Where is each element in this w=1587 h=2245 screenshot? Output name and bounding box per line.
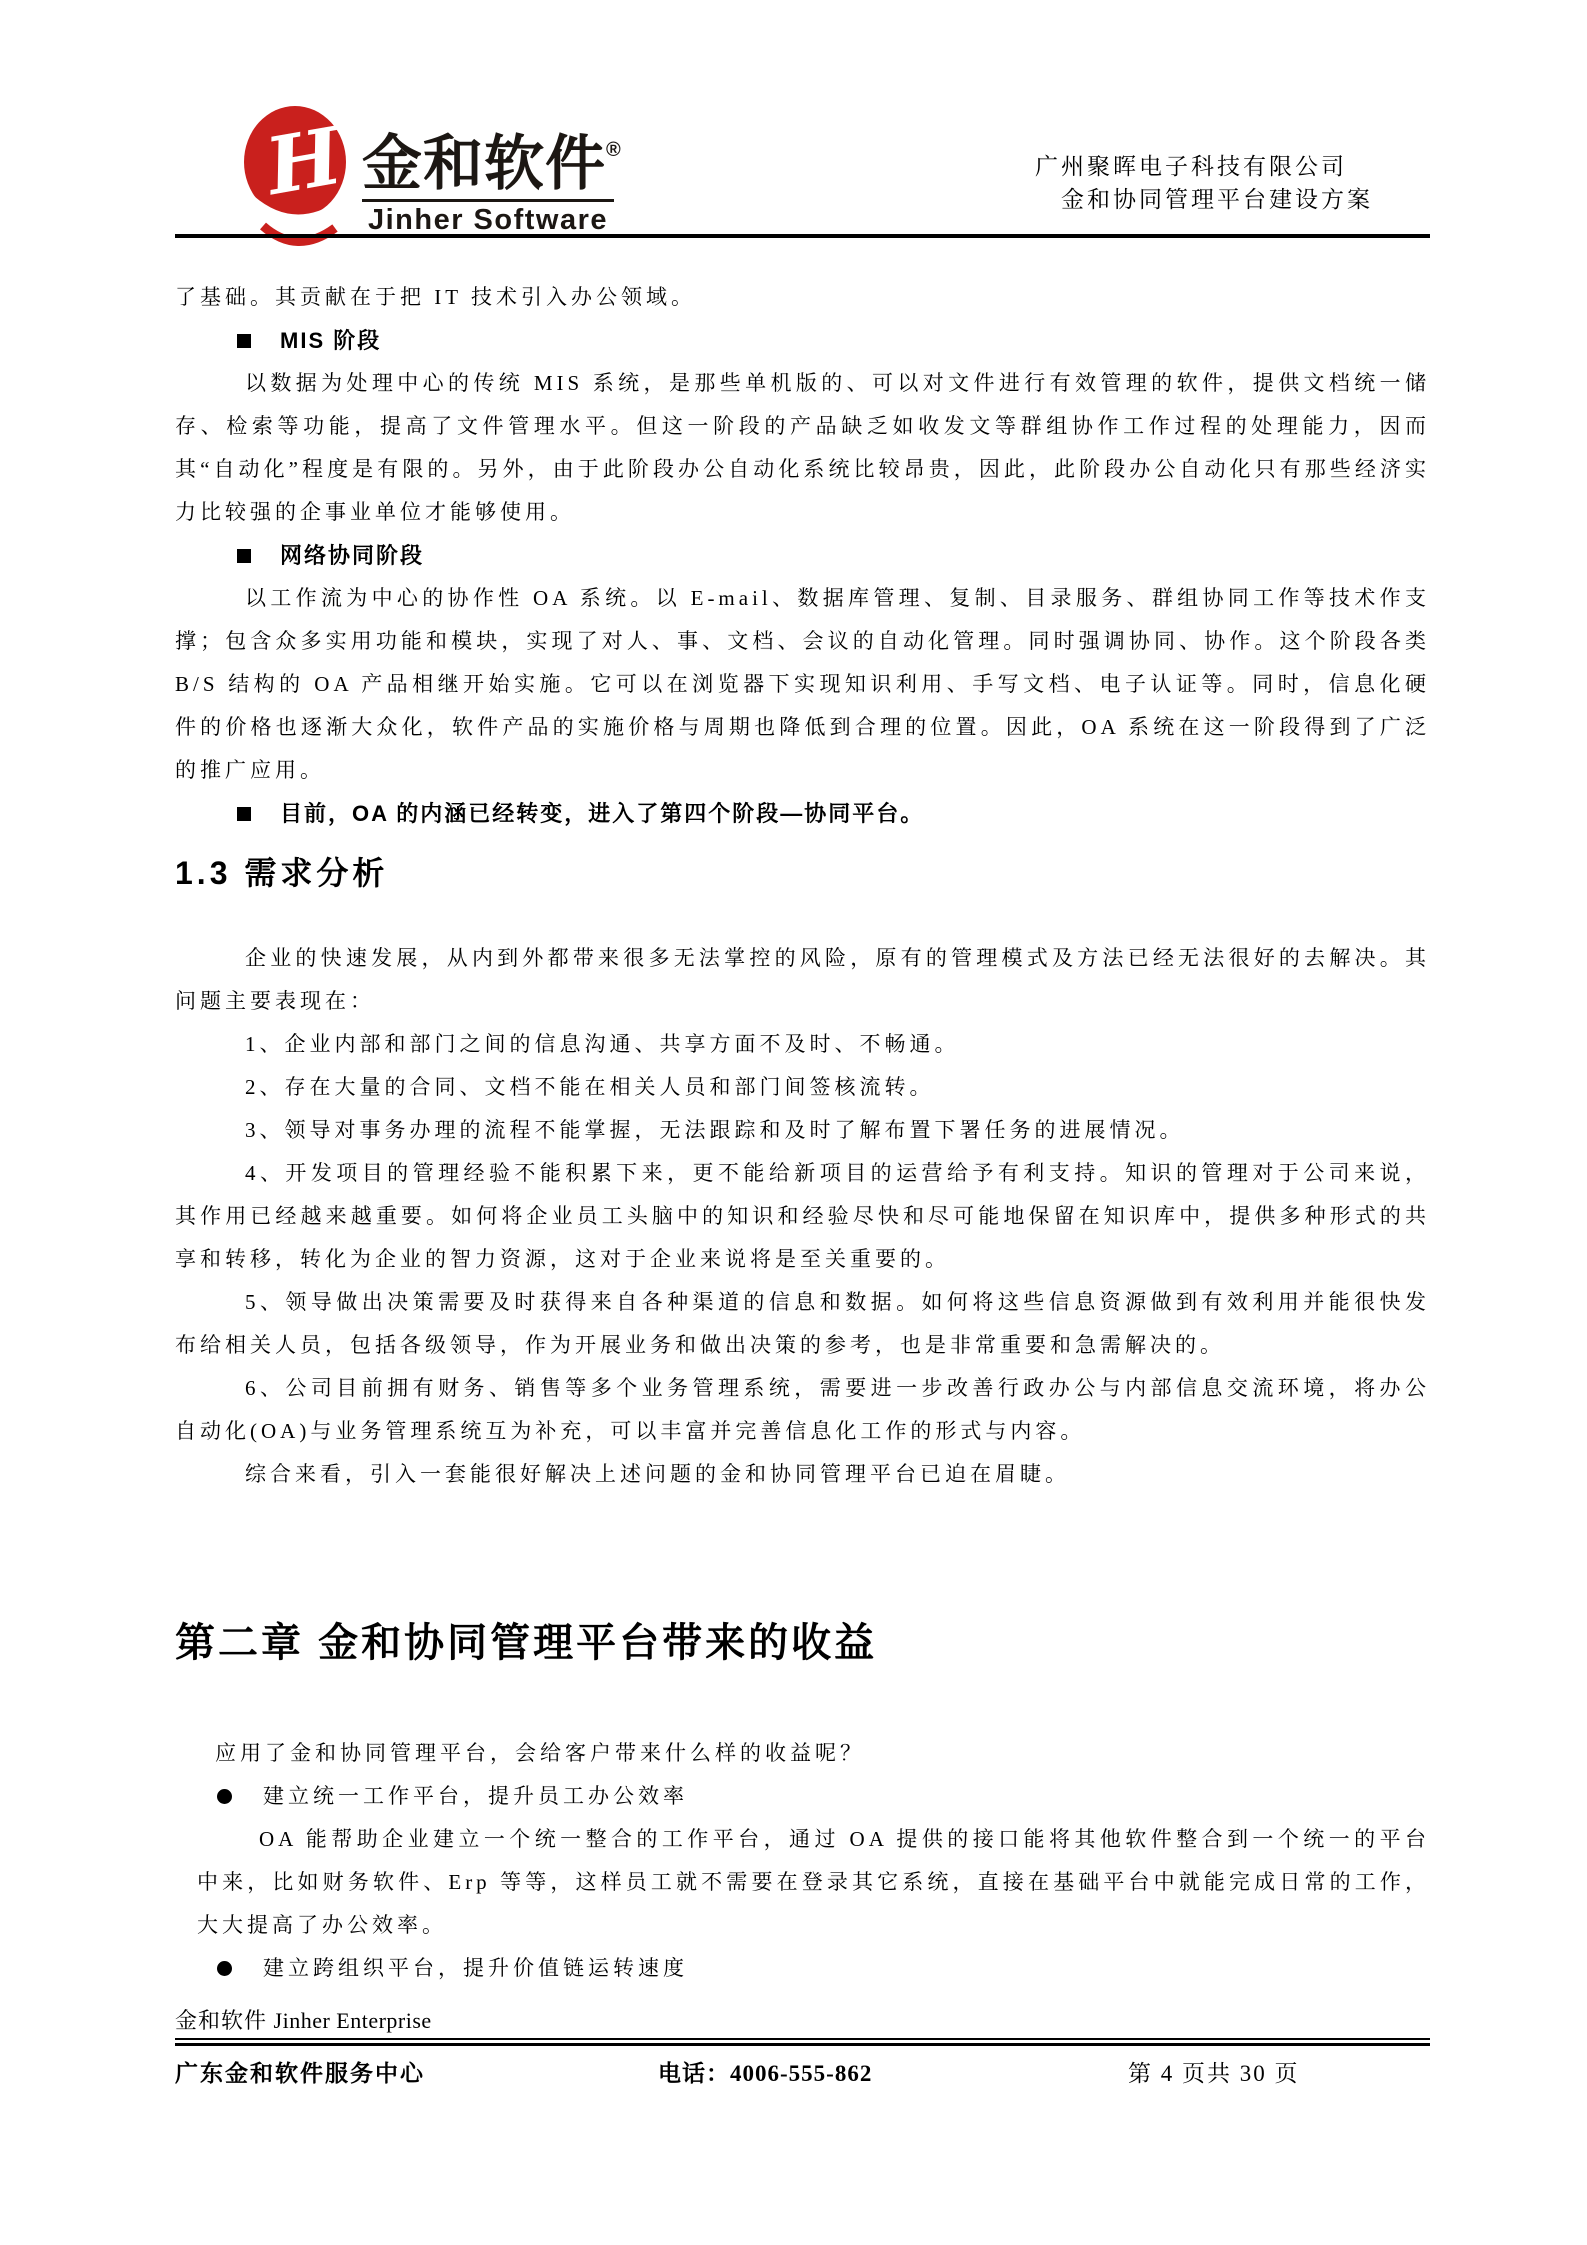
section-1-3-conclusion: 综合来看，引入一套能很好解决上述问题的金和协同管理平台已迫在眉睫。 [245, 1462, 1070, 1486]
problem-item-6: 6、公司目前拥有财务、销售等多个业务管理系统，需要进一步改善行政办公与内部信息交流环境，将办公自动化(OA)与业务管理系统互为补充，可以丰富并完善信息化工作的形式与内容。 [175, 1376, 1430, 1443]
milestone-label: MIS 阶段 [280, 328, 382, 353]
benefit-label: 建立统一工作平台，提升员工办公效率 [263, 1784, 688, 1808]
chapter-2-lead: 应用了金和协同管理平台，会给客户带来什么样的收益呢？ [215, 1741, 865, 1765]
footer-info-row [175, 2056, 1430, 2092]
benefit-item-2 [175, 1947, 1430, 1990]
problem-item-4: 4、开发项目的管理经验不能积累下来，更不能给新项目的运营给予有利支持。知识的管理对于公司来说，其作用已经越来越重要。如何将企业员工头脑中的知识和经验尽快和尽可能地保留在知识库中，提供多种形式的共享和转移，转化为企业的智力资源，这对于企业来说将是至关重要的。 [175, 1161, 1430, 1271]
footer-brand-en: Jinher Enterprise [273, 2008, 432, 2033]
section-1-3-title: 1.3 需求分析 [175, 855, 389, 891]
logo-wordmark [362, 118, 622, 237]
footer-service-center: 广东金和软件服务中心 [175, 2061, 425, 2086]
problem-item-5: 5、领导做出决策需要及时获得来自各种渠道的信息和数据。如何将这些信息资源做到有效利用并能很快发布给相关人员，包括各级领导，作为开展业务和做出决策的参考，也是非常重要和急需解决的。 [175, 1290, 1430, 1357]
milestone-label: 网络协同阶段 [280, 543, 425, 568]
milestone-label: 目前，OA 的内涵已经转变，进入了第四个阶段—协同平台。 [280, 801, 925, 826]
milestone-mis-paragraph: 以数据为处理中心的传统 MIS 系统，是那些单机版的、可以对文件进行有效管理的软件，提供文档统一储存、检索等功能，提高了文件管理水平。但这一阶段的产品缺乏如收发文等群组协作工作过程的处理能力，因而其“自动化”程度是有限的。另外，由于此阶段办公自动化系统比较昂贵，因此，此阶段办公自动化只有那些经济实力比较强的企事业单位才能够使用。 [175, 371, 1430, 524]
carryover-paragraph: 了基础。其贡献在于把 IT 技术引入办公领域。 [175, 285, 696, 309]
benefit-label: 建立跨组织平台，提升价值链运转速度 [263, 1956, 688, 1980]
problem-item-3: 3、领导对事务办理的流程不能掌握，无法跟踪和及时了解布置下署任务的进展情况。 [245, 1118, 1185, 1142]
section-1-3-intro: 企业的快速发展，从内到外都带来很多无法掌控的风险，原有的管理模式及方法已经无法很好的去解决。其问题主要表现在： [175, 946, 1430, 1013]
chapter-2-title: 第二章 金和协同管理平台带来的收益 [175, 1621, 878, 1665]
circle-bullet-icon [217, 1789, 232, 1804]
footer-brand-cn: 金和软件 [175, 2008, 268, 2033]
problem-item-1: 1、企业内部和部门之间的信息沟通、共享方面不及时、不畅通。 [245, 1032, 960, 1056]
benefit-item-1 [175, 1775, 1430, 1818]
logo-brand-en: Jinher Software [367, 204, 609, 236]
svg-text:H: H [259, 110, 349, 214]
logo-brand-cn: 金和软件 [362, 130, 606, 197]
square-bullet-icon [237, 549, 251, 563]
milestone-network-paragraph: 以工作流为中心的协作性 OA 系统。以 E-mail、数据库管理、复制、目录服务、群组协同工作等技术作支撑；包含众多实用功能和模块，实现了对人、事、文档、会议的自动化管理。同时强调协同、协作。这个阶段各类 B/S 结构的 OA 产品相继开始实施。它可以在浏览器下实现知识利用、手写文档、电子认证等。同时，信息化硬件的价格也逐渐大众化，软件产品的实施价格与周期也降低到合理的位置。因此，OA 系统在这一阶段得到了广泛的推广应用。 [175, 586, 1430, 782]
circle-bullet-icon [217, 1961, 232, 1976]
header-company-block [1035, 150, 1373, 216]
milestone-mis [175, 319, 1430, 362]
footer-brand-line [175, 2004, 432, 2035]
header-company-name: 广州聚晖电子科技有限公司 [1035, 154, 1347, 179]
footer-phone: 电话：4006-555-862 [658, 2061, 873, 2086]
footer-rule [175, 2038, 1430, 2046]
logo-divider [362, 199, 614, 202]
benefit-1-paragraph: OA 能帮助企业建立一个统一整合的工作平台，通过 OA 提供的接口能将其他软件整合到一个统一的平台中来，比如财务软件、Erp 等等，这样员工就不需要在登录其它系统，直接在基础平台中就能完成日常的工作，大大提高了办公效率。 [197, 1827, 1430, 1937]
document-body [175, 238, 1430, 1990]
milestone-current [175, 792, 1430, 835]
registered-trademark-icon: ® [606, 139, 622, 161]
square-bullet-icon [237, 334, 251, 348]
problem-item-2: 2、存在大量的合同、文档不能在相关人员和部门间签核流转。 [245, 1075, 935, 1099]
header-doc-title: 金和协同管理平台建设方案 [1061, 187, 1373, 212]
milestone-network [175, 534, 1430, 577]
square-bullet-icon [237, 807, 251, 821]
footer-page-indicator: 第 4 页共 30 页 [1128, 2061, 1300, 2086]
